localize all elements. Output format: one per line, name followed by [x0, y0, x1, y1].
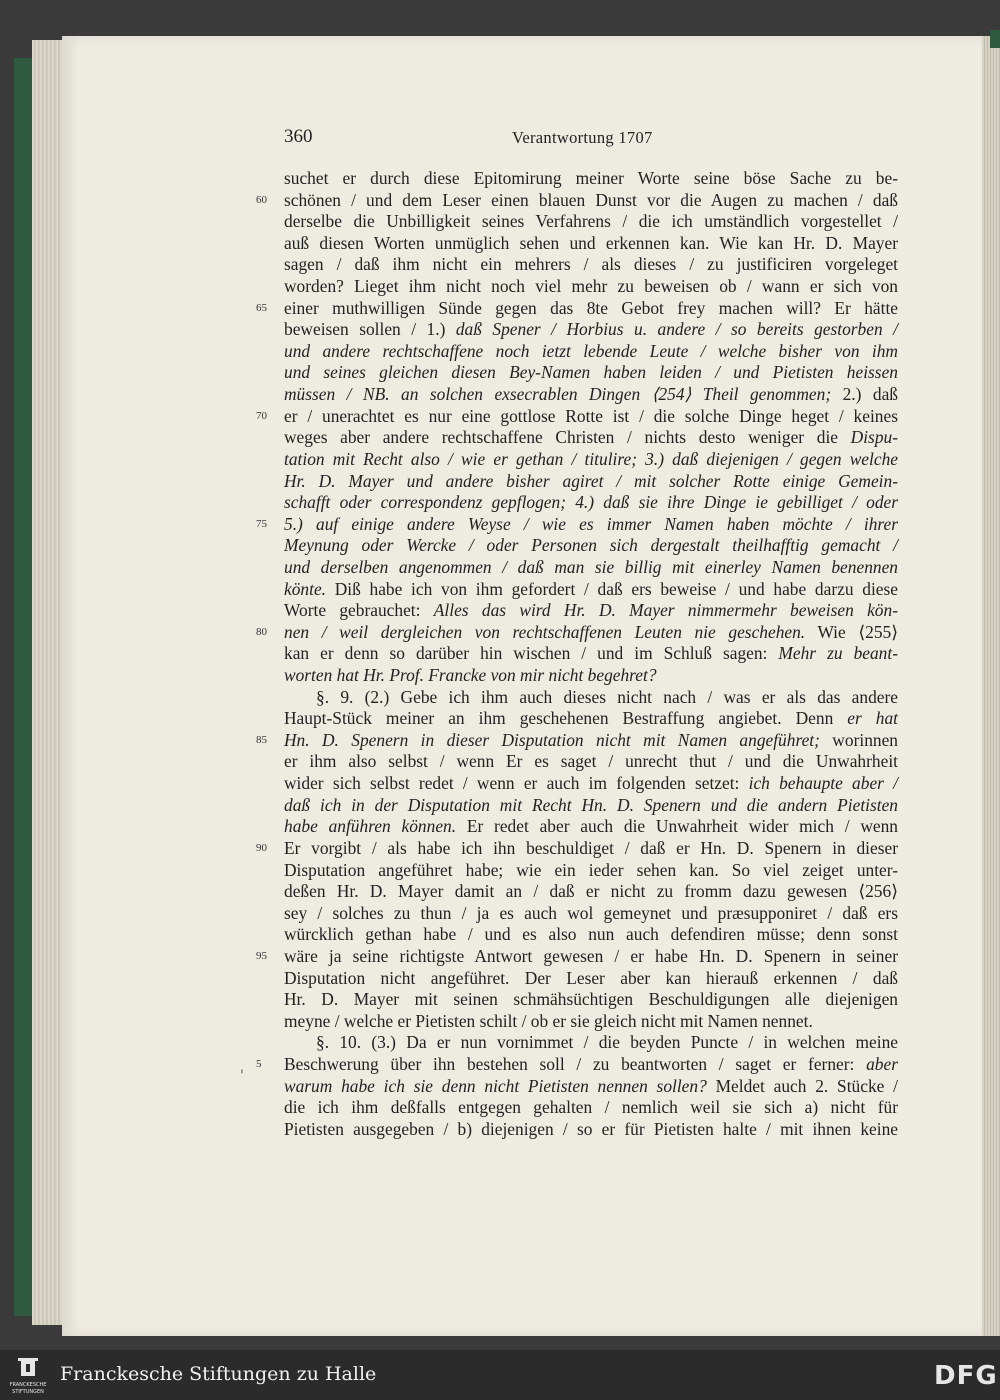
line-text [284, 1011, 898, 1033]
italic-text-run: Hn. D. Spenern in dieser Disputation nicht mit Namen angeführet; [284, 729, 820, 750]
text-run: die ich ihm deßfalls entgegen gehalten / nemlich weil sie sich a) nicht für [284, 1097, 898, 1118]
line-text [284, 795, 898, 817]
franckesche-stiftungen-logo-icon [8, 1356, 48, 1396]
text-line [284, 989, 898, 1011]
text-line [284, 449, 898, 471]
text-line [284, 903, 898, 925]
margin-mark-icon: ' [240, 1068, 244, 1084]
text-line [284, 211, 898, 233]
line-text [284, 903, 898, 925]
italic-text-run: nen / weil dergleichen von rechtschaffenen Leuten nie geschehen. [284, 621, 806, 642]
line-text [284, 989, 898, 1011]
italic-text-run: Alles das wird Hr. D. Mayer nimmermehr beweisen kön- [433, 600, 898, 621]
line-text [284, 406, 898, 428]
text-run: 2.) daß [831, 384, 899, 405]
italic-text-run: 5.) auf einige andere Weyse / wie es immer Namen haben möchte / ihrer [284, 513, 898, 534]
text-run: auß diesen Worten unmüglich sehen und erkennen kan. Wie kan Hr. D. Mayer [284, 232, 898, 253]
line-text [284, 816, 898, 838]
line-text [284, 860, 898, 882]
svg-text:FRANCKESCHE: FRANCKESCHE [9, 1382, 47, 1388]
line-text [284, 427, 898, 449]
footer-title: Franckesche Stiftungen zu Halle [60, 1363, 377, 1385]
text-run: worinnen [819, 729, 898, 750]
line-number: 5 [256, 1057, 262, 1070]
text-run: Haupt-Stück meiner an ihm geschehenen Bestraffung angiebet. Denn [284, 708, 848, 729]
line-text [284, 514, 898, 536]
italic-text-run: müssen / NB. an solchen exsecrablen Dingen ⟨254⟩ Theil genommen; [284, 384, 832, 405]
line-text [284, 968, 898, 990]
line-text [284, 341, 898, 363]
text-line [284, 708, 898, 730]
text-line [256, 945, 898, 968]
text-run: Disputation angeführet habe; wie ein ieder sehen kan. So viel zeiget unter- [284, 859, 898, 880]
text-line [284, 1097, 898, 1119]
line-text [284, 384, 898, 406]
line-text [284, 319, 898, 341]
line-text [284, 535, 898, 557]
text-line [284, 1011, 898, 1033]
body-text [256, 168, 899, 1140]
svg-text:STIFTUNGEN: STIFTUNGEN [12, 1389, 44, 1395]
line-text [284, 881, 898, 903]
line-text [284, 838, 898, 860]
text-line [284, 384, 898, 406]
line-text [284, 946, 898, 968]
line-text [284, 751, 898, 773]
line-text [284, 1054, 898, 1076]
text-line [284, 319, 898, 341]
text-line [284, 471, 898, 493]
italic-text-run: schafft oder correspondenz gepflogen; 4.) daß sie ihre Dinge ie gebilliget / oder [284, 492, 898, 513]
text-run: er / unerachtet es nur eine gottlose Rotte ist / die solche Dinge heget / keines [284, 405, 898, 426]
line-number: 95 [256, 949, 267, 962]
text-line [284, 168, 898, 190]
line-text [284, 579, 898, 601]
page-number: 360 [284, 126, 313, 147]
text-run: schönen / und dem Leser einen blauen Dunst vor die Augen zu machen / daß [284, 189, 898, 210]
running-title: Verantwortung 1707 [512, 128, 653, 147]
page-header [284, 126, 898, 150]
line-text [284, 233, 898, 255]
text-line [284, 579, 898, 601]
text-line [284, 254, 898, 276]
text-line [256, 405, 898, 428]
italic-text-run: warum habe ich sie denn nicht Pietisten nennen sollen? [284, 1075, 707, 1096]
text-line [256, 189, 898, 212]
text-line [284, 535, 898, 557]
line-number: 80 [256, 625, 267, 638]
text-line [284, 795, 898, 817]
line-text [284, 643, 898, 665]
text-line [284, 557, 898, 579]
text-line [256, 297, 898, 320]
text-run: würcklich gethan habe / und es also nun auch defendiren müsse; denn sonst [284, 924, 898, 945]
italic-text-run: Meynung oder Wercke / oder Personen sich dergestalt theilhafftig gemacht / [284, 535, 898, 556]
text-line [284, 860, 898, 882]
text-line [284, 924, 898, 946]
italic-text-run: tation mit Recht also / wie er gethan / titulire; 3.) daß diejenigen / gegen welche [284, 448, 898, 469]
page-stack-edge-right [982, 36, 1000, 1336]
italic-text-run: ich behaupte aber / [748, 773, 898, 794]
line-number: 65 [256, 301, 267, 314]
text-run: Hr. D. Mayer mit seinen schmähsüchtigen Beschuldigungen alle diejenigen [284, 989, 898, 1010]
text-line [284, 881, 898, 903]
text-line [284, 665, 898, 687]
text-run: beweisen sollen / 1.) [284, 319, 456, 340]
text-run: Er vorgibt / als habe ich ihn beschuldiget / daß er Hn. D. Spenern in dieser [284, 837, 898, 858]
italic-text-run: worten hat Hr. Prof. Francke von mir nicht begehret? [284, 665, 657, 686]
line-text [284, 471, 898, 493]
text-line [284, 687, 898, 709]
text-line [256, 729, 898, 752]
line-text [284, 449, 898, 471]
line-text [284, 1076, 898, 1098]
text-run: sey / solches zu thun / ja es auch wol gemeynet und præsupponiret / daß ers [284, 902, 898, 923]
line-text [284, 600, 898, 622]
text-run: sagen / daß ihm nicht ein mehrers / als dieses / zu justificiren vorgeleget [284, 254, 898, 275]
line-text [284, 492, 898, 514]
italic-text-run: und seines gleichen diesen Bey-Namen haben leiden / und Pietisten heissen [284, 362, 898, 383]
line-text [284, 168, 898, 190]
italic-text-run: Hr. D. Mayer und andere bisher agiret / mit solcher Rotte einige Gemein- [284, 470, 898, 491]
line-number: 70 [256, 409, 267, 422]
line-number: 85 [256, 733, 267, 746]
line-number: 90 [256, 841, 267, 854]
line-text [284, 1119, 898, 1141]
text-run: worden? Lieget ihm nicht noch viel mehr zu beweisen ob / wann er sich von [284, 276, 898, 297]
text-run: deßen Hr. D. Mayer damit an / daß er nicht zu fromm dazu gewesen ⟨256⟩ [284, 881, 898, 902]
line-text [284, 298, 898, 320]
italic-text-run: Dispu- [850, 427, 898, 448]
text-line [256, 513, 898, 536]
text-line [284, 773, 898, 795]
line-text [284, 557, 898, 579]
line-text [284, 730, 898, 752]
line-text [284, 254, 898, 276]
text-line [256, 837, 898, 860]
text-run: einer muthwilligen Sünde gegen das 8te Gebot frey machen will? Er hätte [284, 297, 898, 318]
text-run: Wie ⟨255⟩ [805, 621, 899, 642]
text-line [256, 1053, 898, 1076]
footer-bar [0, 1350, 1000, 1400]
text-run: §. 9. (2.) Gebe ich ihm auch dieses nicht nach / was er als das andere [316, 686, 898, 707]
italic-text-run: er hat [847, 708, 898, 729]
text-line [284, 427, 898, 449]
italic-text-run: Mehr zu beant- [778, 643, 898, 664]
text-line [284, 1119, 898, 1141]
italic-text-run: daß ich in der Disputation mit Recht Hn. D. Spenern und die andern Pietisten [284, 794, 898, 815]
line-text [284, 924, 898, 946]
text-line [256, 621, 899, 644]
text-run: Er redet aber auch die Unwahrheit wider mich / wenn [456, 816, 898, 837]
text-line [284, 643, 898, 665]
italic-text-run: habe anführen können. [284, 816, 457, 837]
italic-text-run: und derselben angenommen / daß man sie billig mit einerley Namen benennen [284, 556, 898, 577]
text-run: suchet er durch diese Epitomirung meiner Worte seine böse Sache zu be- [284, 168, 898, 188]
text-line [284, 276, 898, 298]
line-text [284, 687, 898, 709]
text-line [284, 600, 898, 622]
book-cover-right [990, 30, 1000, 48]
line-text [284, 1097, 898, 1119]
line-number: 75 [256, 517, 267, 530]
text-run: Diß habe ich von ihm gefordert / daß ers beweise / und habe darzu diese [326, 578, 898, 599]
text-run: derselbe die Unbilligkeit seines Verfahrens / die ich umständlich vorgestellet / [284, 211, 898, 232]
line-text [284, 665, 898, 687]
text-line [284, 362, 898, 384]
line-text [284, 211, 898, 233]
text-run: wäre ja seine richtigste Antwort gewesen / er habe Hn. D. Spenern in seiner [284, 945, 898, 966]
line-text [284, 190, 898, 212]
dfg-logo: DFG [934, 1361, 998, 1391]
line-number: 60 [256, 193, 267, 206]
text-line [284, 751, 898, 773]
text-line [284, 1032, 898, 1054]
text-run: er ihm also selbst / wenn Er es saget / unrecht thut / und die Unwahrheit [284, 751, 898, 772]
text-line [284, 816, 898, 838]
text-line [284, 968, 898, 990]
line-text [284, 708, 898, 730]
italic-text-run: aber [866, 1053, 898, 1074]
text-line [284, 1076, 898, 1098]
text-run: Meldet auch 2. Stücke / [706, 1075, 898, 1096]
italic-text-run: daß Spener / Horbius u. andere / so bereits gestorben / [455, 319, 898, 340]
text-run: Disputation nicht angeführet. Der Leser aber kan hierauß erkennen / daß [284, 967, 898, 988]
line-text [284, 622, 898, 644]
text-run: Beschwerung über ihn bestehen soll / zu beantworten / saget er ferner: [284, 1053, 867, 1074]
text-run: kan er denn so darüber hin wischen / und im Schluß sagen: [284, 643, 779, 664]
text-run: §. 10. (3.) Da er nun vornimmet / die beyden Puncte / in welchen meine [316, 1032, 898, 1053]
text-run: meyne / welche er Pietisten schilt / ob er sie gleich nicht mit Namen nennet. [284, 1010, 813, 1031]
text-line [284, 341, 898, 363]
text-run: wider sich selbst redet / wenn er auch im folgenden setzet: [284, 773, 749, 794]
line-text [284, 773, 898, 795]
italic-text-run: könte. [284, 578, 327, 599]
line-text [284, 362, 898, 384]
text-run: Pietisten ausgegeben / b) diejenigen / so er für Pietisten halte / mit ihnen keine [284, 1118, 898, 1139]
italic-text-run: und andere rechtschaffene noch ietzt lebende Leute / welche bisher von ihm [284, 340, 898, 361]
line-text [284, 1032, 898, 1054]
text-run: Worte gebrauchet: [284, 600, 434, 621]
text-run: weges aber andere rechtschaffene Christen / nichts desto weniger die [284, 427, 851, 448]
text-line [284, 492, 898, 514]
text-line [284, 233, 898, 255]
line-text [284, 276, 898, 298]
